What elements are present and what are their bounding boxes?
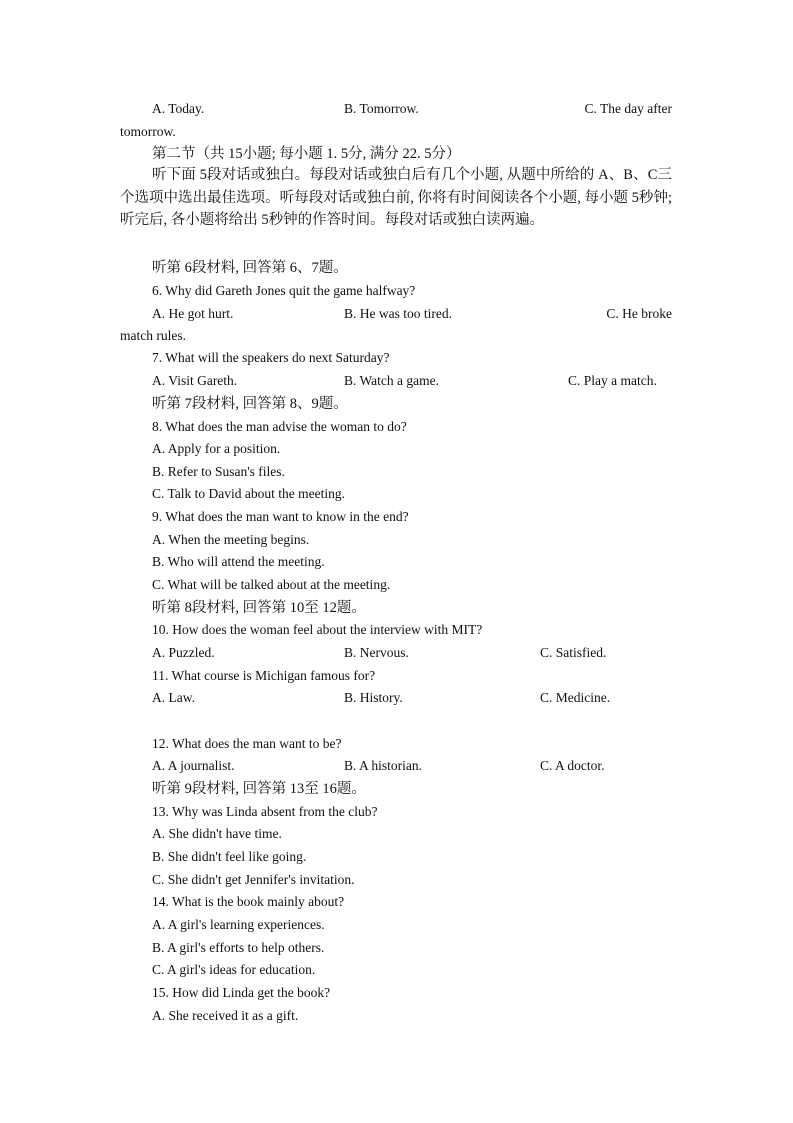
q14-option-a: A. A girl's learning experiences. — [152, 917, 325, 932]
q7-option-b: B. Watch a game. — [344, 373, 440, 388]
group-6-heading: 听第 6段材料, 回答第 6、7题。 — [152, 260, 348, 276]
q14-stem: 14. What is the book mainly about? — [152, 894, 345, 909]
q9-stem: 9. What does the man want to know in the end? — [152, 509, 409, 524]
q9-option-c: C. What will be talked about at the meeting. — [152, 577, 391, 592]
q9-option-a: A. When the meeting begins. — [152, 532, 310, 547]
q12-option-c: C. A doctor. — [540, 758, 605, 773]
q8-option-b: B. Refer to Susan's files. — [152, 464, 285, 479]
q10-option-b: B. Nervous. — [344, 645, 409, 660]
q10-stem: 10. How does the woman feel about the interview with MIT? — [152, 622, 483, 637]
q8-option-c: C. Talk to David about the meeting. — [152, 486, 346, 501]
section-title: 第二节（共 15小题; 每小题 1. 5分, 满分 22. 5分） — [152, 146, 461, 162]
q6-option-b: B. He was too tired. — [344, 306, 452, 321]
q5-option-b: B. Tomorrow. — [344, 101, 419, 116]
q6-option-c-continued: match rules. — [120, 328, 186, 343]
q7-stem: 7. What will the speakers do next Saturday? — [152, 350, 390, 365]
q12-stem: 12. What does the man want to be? — [152, 736, 342, 751]
q12-option-a: A. A journalist. — [152, 758, 235, 773]
q5-option-a: A. Today. — [152, 101, 205, 116]
q6-stem: 6. Why did Gareth Jones quit the game halfway? — [152, 283, 416, 298]
q13-option-b: B. She didn't feel like going. — [152, 849, 307, 864]
q9-option-b: B. Who will attend the meeting. — [152, 554, 325, 569]
q11-stem: 11. What course is Michigan famous for? — [152, 668, 376, 683]
q14-option-b: B. A girl's efforts to help others. — [152, 940, 325, 955]
q6-option-c: C. He broke — [606, 306, 672, 321]
q10-option-c: C. Satisfied. — [540, 645, 607, 660]
q10-option-a: A. Puzzled. — [152, 645, 215, 660]
group-9-heading: 听第 9段材料, 回答第 13至 16题。 — [152, 781, 366, 797]
q6-option-a: A. He got hurt. — [152, 306, 234, 321]
q13-option-c: C. She didn't get Jennifer's invitation. — [152, 872, 355, 887]
q13-stem: 13. Why was Linda absent from the club? — [152, 804, 378, 819]
group-7-heading: 听第 7段材料, 回答第 8、9题。 — [152, 396, 348, 412]
q11-option-a: A. Law. — [152, 690, 195, 705]
q7-option-c: C. Play a match. — [568, 373, 657, 388]
q13-option-a: A. She didn't have time. — [152, 826, 282, 841]
section-instructions: 听下面 5段对话或独白。每段对话或独白后有几个小题, 从题中所给的 A、B、C三个选项中选出最佳选项。听每段对话或独白前, 你将有时间阅读各个小题, 每小题 5秒钟; 听完后, 各小题将给出 5秒钟的作答时间。每段对话或独白读两遍。 — [120, 167, 672, 229]
q5-option-c: C. The day after — [584, 101, 672, 116]
q8-stem: 8. What does the man advise the woman to do? — [152, 419, 407, 434]
q15-option-a: A. She received it as a gift. — [152, 1008, 299, 1023]
q11-option-c: C. Medicine. — [540, 690, 611, 705]
q8-option-a: A. Apply for a position. — [152, 441, 281, 456]
q5-option-c-continued: tomorrow. — [120, 124, 176, 139]
q11-option-b: B. History. — [344, 690, 403, 705]
q14-option-c: C. A girl's ideas for education. — [152, 962, 316, 977]
q15-stem: 15. How did Linda get the book? — [152, 985, 331, 1000]
q12-option-b: B. A historian. — [344, 758, 423, 773]
q7-option-a: A. Visit Gareth. — [152, 373, 238, 388]
group-8-heading: 听第 8段材料, 回答第 10至 12题。 — [152, 600, 366, 616]
